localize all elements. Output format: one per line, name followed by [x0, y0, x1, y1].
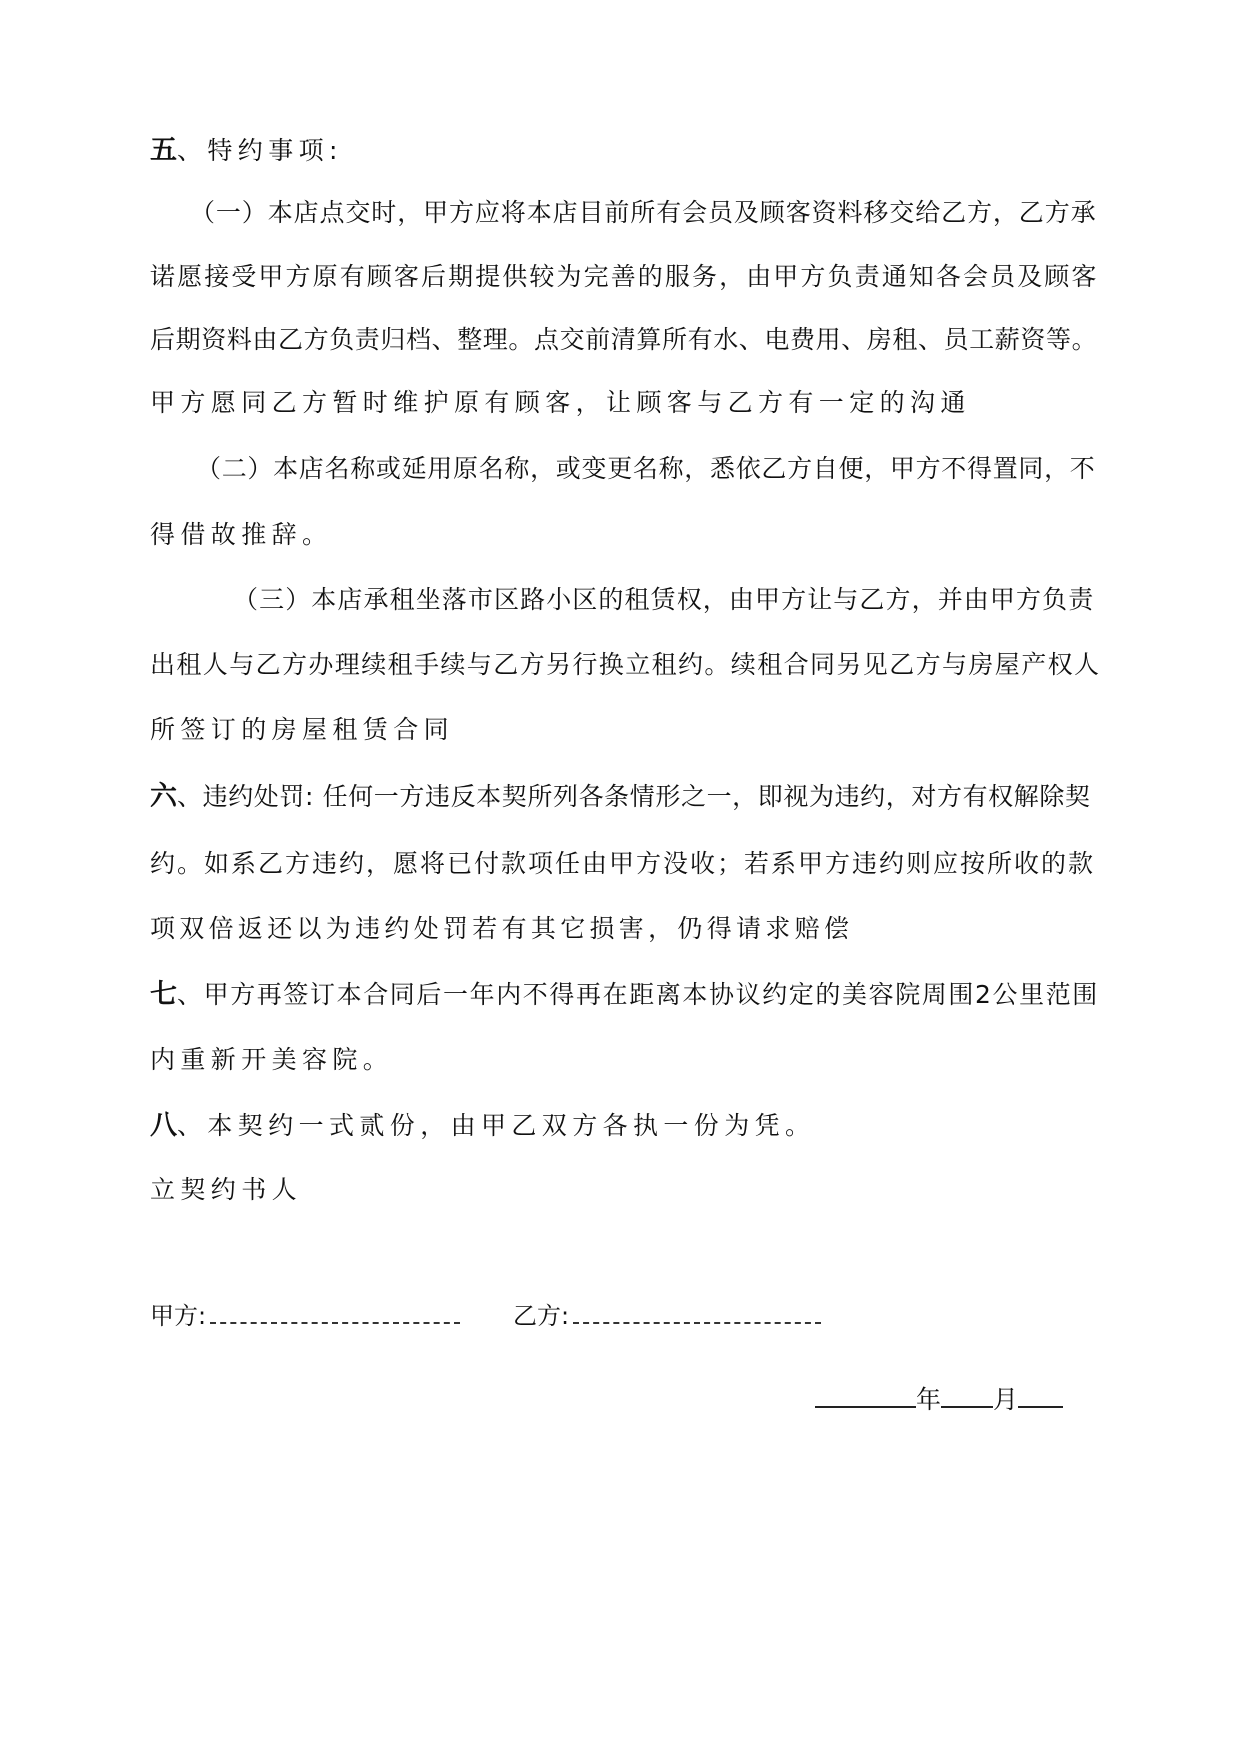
day-blank[interactable]	[1018, 1392, 1063, 1408]
section-6-line-1	[150, 780, 1091, 814]
party-a-signature	[150, 1299, 460, 1333]
section-7-number: 七	[150, 979, 177, 1010]
section-5-heading	[150, 134, 343, 168]
section-8-number: 八	[150, 1110, 177, 1141]
section-6-line-3: 项双倍返还以为违约处罚若有其它损害，仍得请求赔偿	[150, 914, 854, 943]
item-2-line-1: （二）本店名称或延用原名称，或变更名称，悉依乙方自便，甲方不得置同，不	[196, 454, 1096, 483]
month-label: 月	[993, 1385, 1019, 1414]
section-7-line-1	[150, 978, 1099, 1012]
item-1-line-3: 后期资料由乙方负责归档、整理。点交前清算所有水、电费用、房租、员工薪资等。	[150, 325, 1098, 354]
item-2-line-2: 得借故推辞。	[150, 520, 333, 549]
party-b-label: 乙方:	[513, 1302, 570, 1330]
party-a-label: 甲方:	[150, 1302, 207, 1330]
section-6-number: 六	[150, 781, 177, 812]
item-3-line-2: 出租人与乙方办理续租手续与乙方另行换立租约。续租合同另见乙方与房屋产权人	[150, 650, 1101, 679]
item-1-line-1: （一）本店点交时，甲方应将本店目前所有会员及顾客资料移交给乙方，乙方承	[190, 198, 1097, 227]
section-6-line-2: 约。如系乙方违约，愿将已付款项任由甲方没收；若系甲方违约则应按所收的款	[150, 849, 1096, 878]
section-5-number: 五	[150, 135, 177, 166]
signatories-title: 立契约书人	[150, 1175, 303, 1204]
section-8-line	[150, 1109, 815, 1143]
section-5-title: 、特约事项:	[177, 136, 343, 165]
date-line	[815, 1383, 1063, 1417]
section-8-text: 、本契约一式贰份，由甲乙双方各执一份为凭。	[177, 1111, 816, 1140]
year-label: 年	[916, 1385, 942, 1414]
item-1-line-2: 诺愿接受甲方原有顾客后期提供较为完善的服务，由甲方负责通知各会员及顾客	[150, 262, 1099, 291]
party-b-signature-blank[interactable]	[573, 1308, 821, 1324]
party-a-signature-blank[interactable]	[210, 1308, 460, 1324]
item-3-line-3: 所签订的房屋租赁合同	[150, 715, 455, 744]
party-b-signature	[513, 1299, 821, 1333]
section-7-text-1: 、甲方再签订本合同后一年内不得再在距离本协议约定的美容院周围2公里范围	[177, 980, 1099, 1009]
item-1-line-4: 甲方愿同乙方暂时维护原有顾客，让顾客与乙方有一定的沟通	[150, 388, 971, 417]
year-blank[interactable]	[815, 1392, 916, 1408]
item-3-line-1: （三）本店承租坐落市区路小区的租赁权，由甲方让与乙方，并由甲方负责	[233, 585, 1095, 614]
section-6-text-1: 、违约处罚: 任何一方违反本契所列各条情形之一，即视为违约，对方有权解除契	[177, 782, 1091, 811]
section-7-line-2: 内重新开美容院。	[150, 1045, 394, 1074]
month-blank[interactable]	[941, 1392, 993, 1408]
